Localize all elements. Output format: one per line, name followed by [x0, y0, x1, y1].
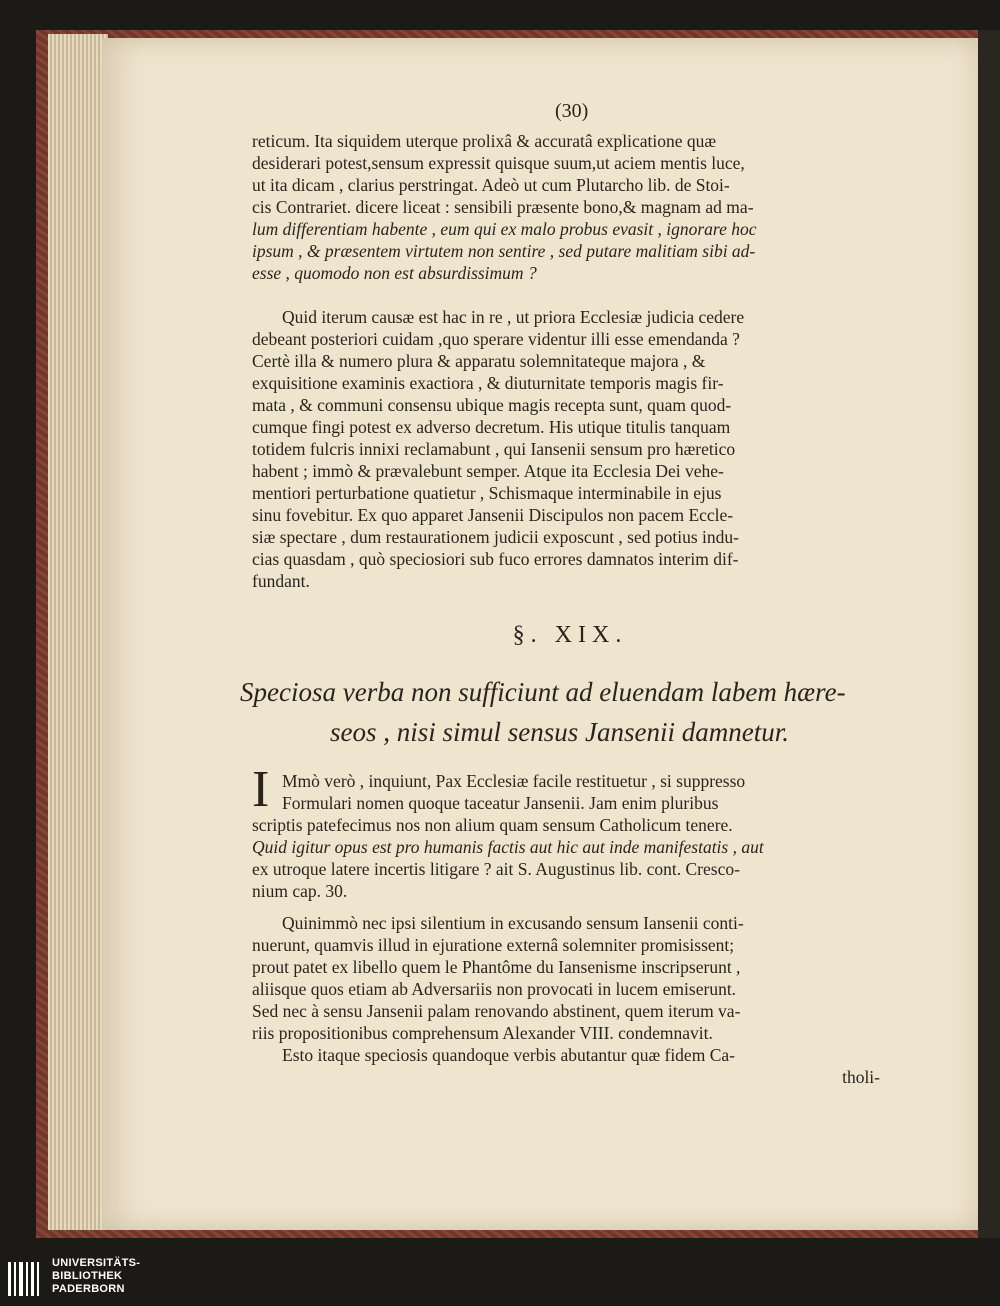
- text-line: lum differentiam habente , eum qui ex malo probus evasit , ignorare hoc: [252, 219, 757, 239]
- library-name-line: PADERBORN: [52, 1283, 125, 1295]
- text-line: ex utroque latere incertis litigare ? ait S. Augustinus lib. cont. Cresco-: [252, 859, 740, 879]
- library-name: [52, 1257, 140, 1296]
- text-line: cis Contrariet. dicere liceat : sensibili præsente bono,& magnam ad ma-: [252, 197, 754, 217]
- text-line: Quinimmò nec ipsi silentium in excusando sensum Iansenii conti-: [282, 913, 744, 933]
- paragraph-1: [252, 130, 880, 284]
- text-line: habent ; immò & prævalebunt semper. Atque ita Ecclesia Dei vehe-: [252, 461, 724, 481]
- drop-cap: I: [252, 761, 270, 818]
- text-line: Quid iterum causæ est hac in re , ut priora Ecclesiæ judicia cedere: [282, 307, 745, 327]
- text-line: riis propositionibus comprehensum Alexander VIII. condemnavit.: [252, 1023, 713, 1043]
- text-line: Certè illa & numero plura & apparatu solemnitateque majora , &: [252, 351, 706, 371]
- page-number: (30): [555, 100, 589, 122]
- text-line: Formulari nomen quoque taceatur Jansenii. Jam enim pluribus: [282, 793, 719, 813]
- text-line: Sed nec à sensu Jansenii palam renovando abstinent, quem iterum va-: [252, 1001, 741, 1021]
- text-line: siæ spectare , dum restaurationem judicii exposcunt , sed potius indu-: [252, 527, 739, 547]
- text-line: ipsum , & præsentem virtutem non sentire , sed putare malitiam sibi ad-: [252, 241, 756, 261]
- paragraph-3: [252, 770, 880, 902]
- page-gutter: [978, 30, 1000, 1238]
- text-line: prout patet ex libello quem le Phantôme du Iansenisme inscripserunt ,: [252, 957, 741, 977]
- text-line: cias quasdam , quò speciosiori sub fuco errores damnatos interim dif-: [252, 549, 739, 569]
- section-title-line: Speciosa verba non sufficiunt ad eluendam labem hære-: [240, 677, 846, 707]
- text-line: exquisitione examinis exactiora , & diuturnitate temporis magis fir-: [252, 373, 724, 393]
- text-line: mentiori perturbatione quatietur , Schismaque interminabile in ejus: [252, 483, 722, 503]
- text-line: fundant.: [252, 571, 310, 591]
- text-line: ut ita dicam , clarius perstringat. Adeò ut cum Plutarcho lib. de Stoi-: [252, 175, 730, 195]
- library-logo: [0, 1252, 160, 1306]
- text-line: Esto itaque speciosis quandoque verbis abutantur quæ fidem Ca-: [282, 1045, 735, 1065]
- text-line: desiderari potest,sensum expressit quisque suum,ut aciem mentis luce,: [252, 153, 745, 173]
- text-line: esse , quomodo non est absurdissimum ?: [252, 263, 537, 283]
- text-line: nium cap. 30.: [252, 881, 348, 901]
- text-line: mata , & communi consensu ubique magis recepta sunt, quam quod-: [252, 395, 732, 415]
- library-name-line: BIBLIOTHEK: [52, 1270, 123, 1282]
- library-name-line: UNIVERSITÄTS-: [52, 1257, 141, 1269]
- text-line: scriptis patefecimus nos non alium quam sensum Catholicum tenere.: [252, 815, 733, 835]
- text-line: Quid igitur opus est pro humanis factis aut hic aut inde manifestatis , aut: [252, 837, 764, 857]
- library-barcode-icon: [6, 1258, 44, 1300]
- page-edges: [48, 34, 108, 1230]
- section-title: [240, 672, 890, 752]
- text-line: sinu fovebitur. Ex quo apparet Jansenii Discipulos non pacem Eccle-: [252, 505, 734, 525]
- text-line: nuerunt, quamvis illud in ejuratione externâ solemniter promisissent;: [252, 935, 735, 955]
- text-line: cumque fingi potest ex adverso decretum. His utique titulis tanquam: [252, 417, 731, 437]
- text-line: aliisque quos etiam ab Adversariis non provocati in lucem emiserunt.: [252, 979, 737, 999]
- text-line: Mmò verò , inquiunt, Pax Ecclesiæ facile restituetur , si suppresso: [282, 771, 746, 791]
- section-heading: §. XIX.: [512, 622, 628, 648]
- paragraph-2: [252, 306, 880, 592]
- text-line: reticum. Ita siquidem uterque prolixâ & accuratâ explicatione quæ: [252, 131, 717, 151]
- text-line: debeant posteriori cuidam ,quo sperare videntur illi esse emendanda ?: [252, 329, 740, 349]
- catchword: tholi-: [842, 1067, 880, 1087]
- section-title-line: seos , nisi simul sensus Jansenii damnetur.: [330, 717, 789, 747]
- paragraph-4: [252, 912, 880, 1088]
- text-line: totidem fulcris innixi reclamabunt , qui Iansenii sensum pro hæretico: [252, 439, 736, 459]
